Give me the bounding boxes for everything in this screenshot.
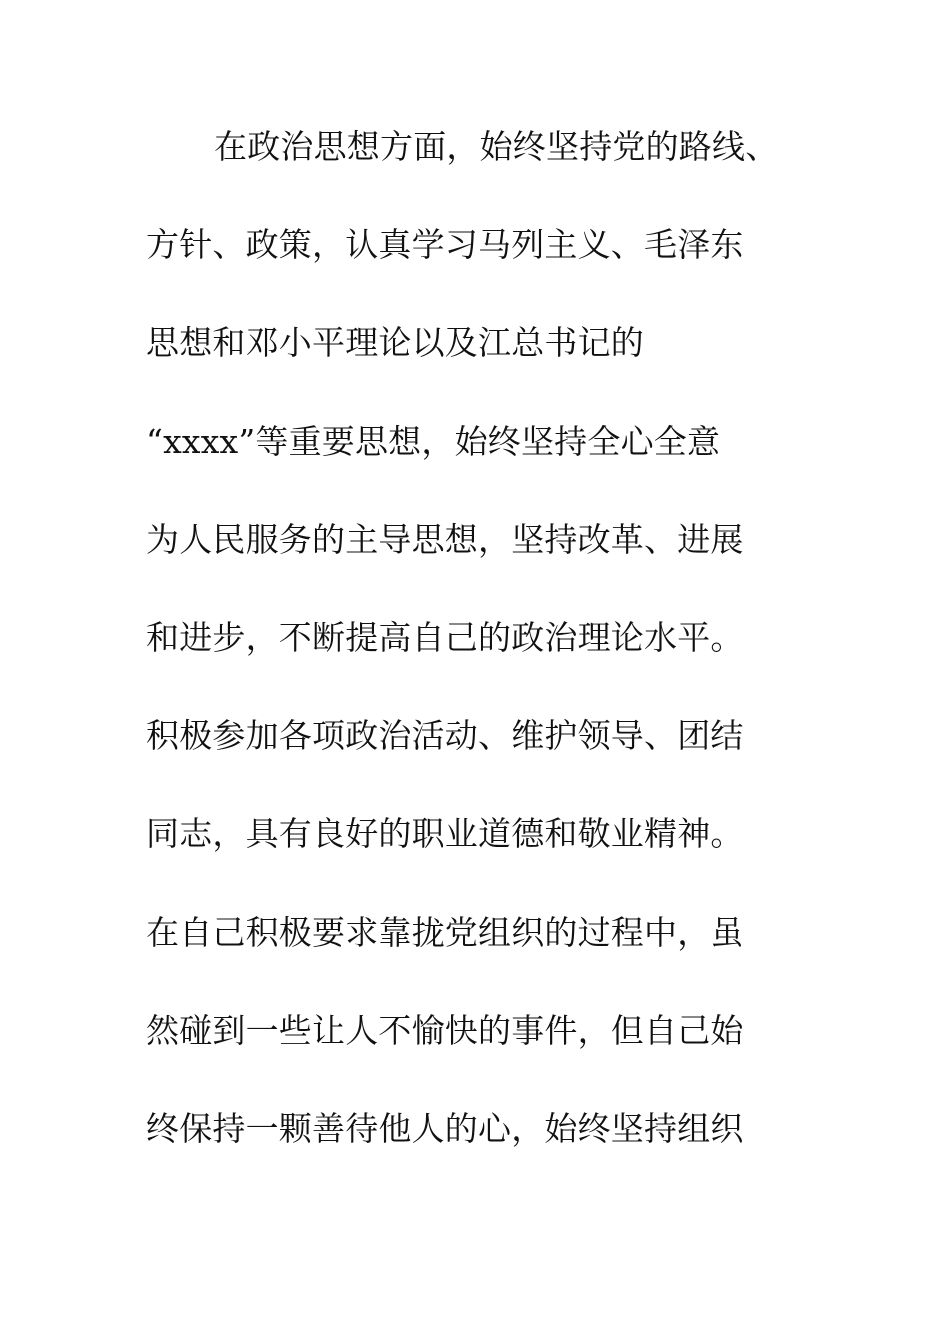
paragraph-line: 然碰到一些让人不愉快的事件，但自己始 xyxy=(146,1010,744,1050)
paragraph-line: 同志，具有良好的职业道德和敬业精神。 xyxy=(146,814,744,854)
paragraph-line: 积极参加各项政治活动、维护领导、团结 xyxy=(146,716,744,756)
paragraph-line: 为人民服务的主导思想，坚持改革、进展 xyxy=(146,519,744,559)
paragraph-line: “xxxx”等重要思想，始终坚持全心全意 xyxy=(146,421,721,461)
paragraph-line: 终保持一颗善待他人的心，始终坚持组织 xyxy=(146,1108,744,1148)
paragraph-line: 和进步，不断提高自己的政治理论水平。 xyxy=(146,617,744,657)
paragraph-line: 在自己积极要求靠拢党组织的过程中，虽 xyxy=(146,912,744,952)
paragraph-line: 在政治思想方面，始终坚持党的路线、 xyxy=(214,127,779,166)
paragraph-line: 方针、政策，认真学习马列主义、毛泽东 xyxy=(146,225,744,265)
body-paragraph xyxy=(146,124,826,1204)
paragraph-line: 思想和邓小平理论以及江总书记的 xyxy=(146,323,644,363)
